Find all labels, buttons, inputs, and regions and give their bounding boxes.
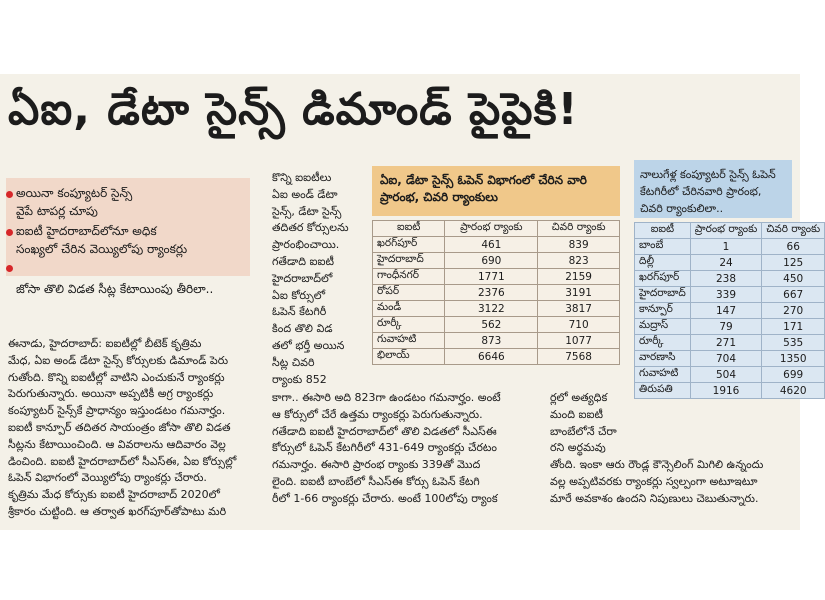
- table-cell: 24: [690, 255, 761, 271]
- table-row: [635, 303, 825, 319]
- text-line: వల్ల అప్పటివరకు ర్యాంకర్లు స్వల్పంగా అటూఇటూ: [550, 474, 758, 488]
- table-cell: గువాహటి: [635, 367, 691, 383]
- table-cell: బాంబే: [635, 239, 691, 255]
- text-line: డించింది. ఐఐటీ హైదరాబాద్‌లో సీఎస్ఈ, ఏఐ కోర్సుల్లో: [8, 454, 237, 468]
- text-line: శ్రీకారం చుట్టింది. ఆ తర్వాత ఖరగ్‌పూర్‌తోపాటు మరి: [8, 504, 227, 518]
- text-line: గమనార్హం. ఈసారి ప్రారంభ ర్యాంకు 339తో మొద: [272, 458, 481, 472]
- table-cell: 238: [690, 271, 761, 287]
- table-cell: 7568: [538, 349, 620, 365]
- article-column-1: [8, 336, 258, 521]
- table-cell: తిరుపతి: [635, 383, 691, 399]
- table-cell: 1916: [690, 383, 761, 399]
- table-row: [373, 253, 620, 269]
- table-cell: 535: [762, 335, 825, 351]
- table-row: [635, 367, 825, 383]
- table-cell: దిల్లీ: [635, 255, 691, 271]
- text-line: హైదరాబాద్‌లో: [272, 271, 333, 285]
- table-row: [635, 287, 825, 303]
- table-cell: గువాహటి: [373, 333, 445, 349]
- table-row: [373, 285, 620, 301]
- text-line: ఐఐటీ కాన్పూర్ తదితర సాయంత్రం జోసా తొలి విడత: [8, 420, 231, 434]
- text-line: తదితర కోర్సులను: [272, 221, 349, 235]
- table-header-row: [635, 223, 825, 239]
- table-row: [373, 317, 620, 333]
- table-cell: 667: [762, 287, 825, 303]
- table-cell: 873: [445, 333, 538, 349]
- text-line: రీలో 1-66 ర్యాంకర్లు చేరారు. అంటే 100లోపు ర్యాంక: [272, 491, 498, 505]
- table-cell: 710: [538, 317, 620, 333]
- bullet-icon: [6, 191, 13, 198]
- bullet-icon: [6, 229, 13, 236]
- highlight-line: వైపే టాపర్ల చూపు: [16, 204, 98, 218]
- cse-ranks-table: [634, 222, 825, 399]
- table-row: [635, 335, 825, 351]
- table-row: [635, 351, 825, 367]
- text-line: తలో భర్తీ అయిన: [272, 338, 345, 352]
- table-cell: 6646: [445, 349, 538, 365]
- table-cell: కాన్పూర్: [635, 303, 691, 319]
- column-header: చివరి ర్యాంకు: [538, 221, 620, 237]
- article-column-3: [272, 390, 542, 508]
- table-cell: రోపర్: [373, 285, 445, 301]
- highlight-line: అయినా కంప్యూటర్ సైన్స్: [16, 186, 133, 200]
- table-cell: 4620: [762, 383, 825, 399]
- text-line: గతేడాది ఐఐటీ: [272, 254, 334, 268]
- table-cell: 2159: [538, 269, 620, 285]
- table-row: [635, 239, 825, 255]
- table-cell: 79: [690, 319, 761, 335]
- table-cell: 3122: [445, 301, 538, 317]
- text-line: పెరుగుతున్నారు. అయినా అప్పటికీ అగ్ర ర్యాంకర్లు: [8, 387, 214, 401]
- table-cell: 690: [445, 253, 538, 269]
- text-line: గతేడాది ఐఐటీ హైదరాబాద్‌లో తొలి విడతలో సీఎస్ఈ: [272, 424, 497, 438]
- ai-ds-ranks-table: [372, 220, 620, 365]
- highlight-line: జోసా తొలి విడత సీట్ల కేటాయింపు తీరిలా..: [16, 282, 214, 296]
- text-line: ఏఐ కోర్సులో: [272, 288, 326, 302]
- table-cell: 1: [690, 239, 761, 255]
- column-header: ప్రారంభ ర్యాంకు: [690, 223, 761, 239]
- table-row: [635, 271, 825, 287]
- table-cell: ఖరగ్‌పూర్: [373, 237, 445, 253]
- highlight-line: ఐఐటీ హైదరాబాద్‌లోనూ అధిక: [16, 224, 157, 238]
- column-header: ఐఐటీ: [635, 223, 691, 239]
- column-header: ఐఐటీ: [373, 221, 445, 237]
- text-line: ఓపెన్ కేటగిరీ: [272, 305, 327, 319]
- table2-title: నాలుగేళ్ల కంప్యూటర్ సైన్స్ ఓపెన్ కేటగిరీలో చేరినవారి ప్రారంభ, చివరి ర్యాంకులిలా..: [634, 160, 792, 218]
- table-row: [373, 269, 620, 285]
- table-cell: 504: [690, 367, 761, 383]
- table-cell: 699: [762, 367, 825, 383]
- table-row: [373, 333, 620, 349]
- table-cell: మండీ: [373, 301, 445, 317]
- table-cell: వారణాసి: [635, 351, 691, 367]
- newspaper-clipping: [0, 74, 821, 530]
- table-cell: 1771: [445, 269, 538, 285]
- table-cell: 171: [762, 319, 825, 335]
- text-line: ర్లలో అత్యధిక: [550, 391, 608, 404]
- table-cell: 271: [690, 335, 761, 351]
- article-column-2: [272, 170, 364, 388]
- table-cell: ఖరగ్‌పూర్: [635, 271, 691, 287]
- table1-title: ఏఐ, డేటా సైన్స్ ఓపెన్ విభాగంలో చేరిన వారి ప్రారంభ, చివరి ర్యాంకులు: [372, 166, 620, 216]
- text-line: గుతోంది. కొన్ని ఐఐటీల్లో వాటిని ఎంచుకునే ర్యాంకర్లు: [8, 370, 225, 384]
- table-cell: భిలాయ్: [373, 349, 445, 365]
- table-cell: 461: [445, 237, 538, 253]
- text-line: ర్యాంకు 852: [272, 372, 327, 386]
- table-cell: 125: [762, 255, 825, 271]
- highlights-box: [6, 178, 250, 276]
- text-line: తోంది. ఇంకా ఆరు రౌండ్ల కౌన్సెలింగ్ మిగిలి ఉన్నందు: [550, 458, 764, 472]
- text-line: కొన్ని ఐఐటీలు: [272, 171, 332, 184]
- highlight-line: సంఖ్యలో చేరిన వెయ్యిలోపు ర్యాంకర్లు: [16, 242, 188, 256]
- text-line: కోర్సులో ఓపెన్ కేటగిరీలో 431-649 ర్యాంకర్లు చేరటం: [272, 441, 497, 455]
- table-cell: 450: [762, 271, 825, 287]
- table-cell: 3817: [538, 301, 620, 317]
- table-cell: హైదరాబాద్: [635, 287, 691, 303]
- table-cell: 2376: [445, 285, 538, 301]
- table-cell: 339: [690, 287, 761, 303]
- table-cell: 1350: [762, 351, 825, 367]
- headline: ఏఐ, డేటా సైన్స్ డిమాండ్ పైపైకి!: [8, 84, 579, 135]
- bullet-icon: [6, 265, 13, 272]
- table-cell: 562: [445, 317, 538, 333]
- text-line: కృత్రిమ మేధ కోర్సుకు ఐఐటీ హైదరాబాద్ 2020లో: [8, 488, 220, 502]
- table-cell: 270: [762, 303, 825, 319]
- table-cell: 66: [762, 239, 825, 255]
- text-line: రని అర్థమవు: [550, 441, 606, 455]
- table-cell: గాంధీనగర్: [373, 269, 445, 285]
- table-cell: రూర్కీ: [373, 317, 445, 333]
- table-cell: 839: [538, 237, 620, 253]
- text-line: సైన్స్, డేటా సైన్స్: [272, 204, 342, 218]
- table-header-row: [373, 221, 620, 237]
- table-row: [373, 349, 620, 365]
- table-cell: 3191: [538, 285, 620, 301]
- article-column-4: [550, 390, 794, 508]
- text-line: ప్రారంభించాయి.: [272, 238, 340, 252]
- table-cell: 704: [690, 351, 761, 367]
- text-line: ఈనాడు, హైదరాబాద్: ఐఐటీల్లో బీటెక్ కృత్రిమ: [8, 337, 202, 350]
- text-line: కింద తొలి విడ: [272, 322, 333, 336]
- table-row: [635, 319, 825, 335]
- table-cell: 147: [690, 303, 761, 319]
- column-header: ప్రారంభ ర్యాంకు: [445, 221, 538, 237]
- text-line: లైంది. ఐఐటీ బాంబేలో సీఎస్ఈ కోర్సు ఓపెన్ కేటగి: [272, 474, 480, 488]
- table-cell: రూర్కీ: [635, 335, 691, 351]
- table-row: [635, 255, 825, 271]
- column-header: చివరి ర్యాంకు: [762, 223, 825, 239]
- text-line: మంది ఐఐటీ: [550, 407, 603, 421]
- text-line: ఏఐ అండ్ డేటా: [272, 187, 338, 201]
- table-cell: 823: [538, 253, 620, 269]
- table-row: [373, 301, 620, 317]
- text-line: ఆ కోర్సులో చేరే ఉత్తమ ర్యాంకర్లు పెరుగుతున్నారు.: [272, 407, 483, 421]
- text-line: కంప్యూటర్ సైన్స్‌కే ప్రాధాన్యం ఇస్తుండటం గమనార్హం.: [8, 404, 226, 418]
- text-line: మారే అవకాశం ఉందని నిపుణులు చెబుతున్నారు.: [550, 491, 759, 505]
- table-row: [635, 383, 825, 399]
- table-row: [373, 237, 620, 253]
- text-line: ఓపెన్ విభాగంలో వెయ్యిలోపు ర్యాంకర్లు చేరారు.: [8, 471, 207, 485]
- text-line: సీట్ల చివరి: [272, 355, 315, 369]
- text-line: సీట్లను కేటాయించింది. ఆ వివరాలను ఆదివారం వెల్ల: [8, 437, 226, 451]
- table-cell: హైదరాబాద్: [373, 253, 445, 269]
- text-line: మేధ, ఏఐ అండ్ డేటా సైన్స్ కోర్సులకు డిమాండ్ పెరు: [8, 353, 229, 367]
- text-line: బాంబేలోనే చేరా: [550, 424, 617, 438]
- table-cell: 1077: [538, 333, 620, 349]
- text-line: కాగా.. ఈసారి అది 823గా ఉండటం గమనార్హం. అంటే: [272, 391, 501, 404]
- table-cell: మద్రాస్: [635, 319, 691, 335]
